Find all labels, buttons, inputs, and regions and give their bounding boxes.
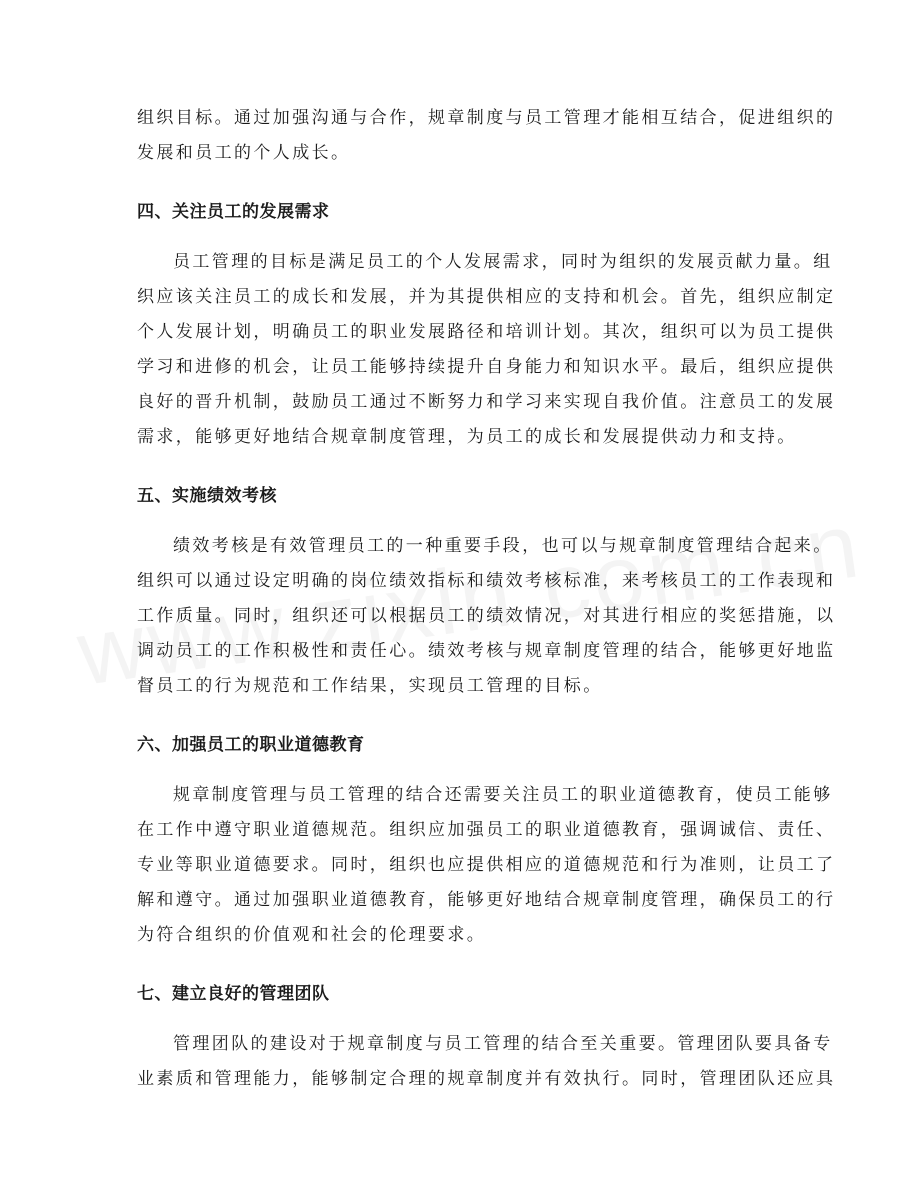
- section-heading-4: 四、关注员工的发展需求: [137, 202, 330, 222]
- text-line: 学习和进修的机会，让员工能够持续提升自身能力和知识水平。最后，组织应提供: [137, 357, 836, 377]
- text-line: 管理团队的建设对于规章制度与员工管理的结合至关重要。管理团队要具备专: [173, 1034, 833, 1054]
- text-line: 员工管理的目标是满足员工的个人发展需求，同时为组织的发展贡献力量。组: [173, 252, 833, 272]
- section-heading-5: 五、实施绩效考核: [137, 486, 277, 506]
- text-line: 调动员工的工作积极性和责任心。绩效考核与规章制度管理的结合，能够更好地监: [137, 641, 836, 661]
- text-line: 督员工的行为规范和工作结果，实现员工管理的目标。: [137, 676, 603, 696]
- document-page: [137, 101, 836, 1097]
- text-line: 在工作中遵守职业道德规范。组织应加强员工的职业道德教育，强调诚信、责任、: [137, 820, 836, 840]
- text-line: 组织目标。通过加强沟通与合作，规章制度与员工管理才能相互结合，促进组织的: [137, 108, 836, 128]
- paragraph-section-6: [137, 778, 836, 953]
- text-line: 个人发展计划，明确员工的职业发展路径和培训计划。其次，组织可以为员工提供: [137, 322, 836, 342]
- paragraph-section-4: [137, 245, 836, 455]
- text-line: 组织可以通过设定明确的岗位绩效指标和绩效考核标准，来考核员工的工作表现和: [137, 571, 836, 591]
- text-line: 需求，能够更好地结合规章制度管理，为员工的成长和发展提供动力和支持。: [137, 427, 797, 447]
- text-line: 工作质量。同时，组织还可以根据员工的绩效情况，对其进行相应的奖惩措施，以: [137, 606, 836, 626]
- text-line: 专业等职业道德要求。同时，组织也应提供相应的道德规范和行为准则，让员工了: [137, 855, 836, 875]
- text-line: 良好的晋升机制，鼓励员工通过不断努力和学习来实现自我价值。注意员工的发展: [137, 392, 836, 412]
- text-line: 解和遵守。通过加强职业道德教育，能够更好地结合规章制度管理，确保员工的行: [137, 890, 836, 910]
- text-line: 发展和员工的个人成长。: [137, 143, 351, 163]
- paragraph-section-5: [137, 529, 836, 704]
- section-heading-7: 七、建立良好的管理团队: [137, 984, 330, 1004]
- paragraph-intro: [137, 101, 836, 171]
- text-line: 规章制度管理与员工管理的结合还需要关注员工的职业道德教育，使员工能够: [173, 785, 833, 805]
- text-line: 为符合组织的价值观和社会的伦理要求。: [137, 925, 487, 945]
- paragraph-section-7: [137, 1027, 836, 1097]
- text-line: 织应该关注员工的成长和发展，并为其提供相应的支持和机会。首先，组织应制定: [137, 287, 836, 307]
- section-heading-6: 六、加强员工的职业道德教育: [137, 735, 365, 755]
- text-line: 绩效考核是有效管理员工的一种重要手段，也可以与规章制度管理结合起来。: [173, 536, 833, 556]
- text-line: 业素质和管理能力，能够制定合理的规章制度并有效执行。同时，管理团队还应具: [137, 1069, 836, 1089]
